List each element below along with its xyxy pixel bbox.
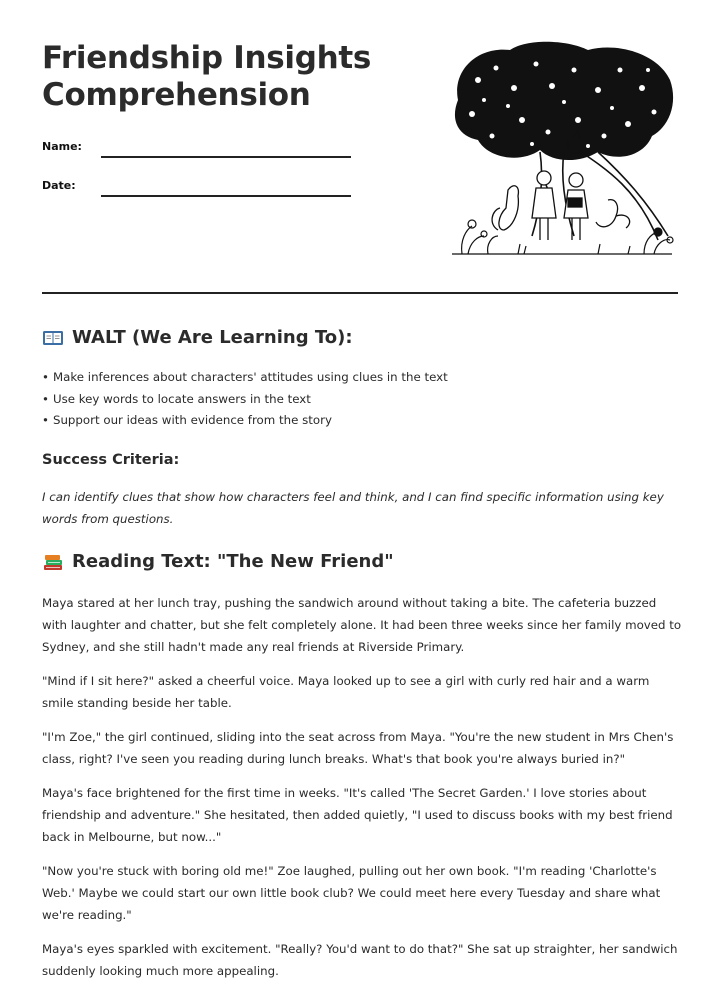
tree-with-children-and-animals-illustration bbox=[448, 40, 676, 256]
walt-list bbox=[42, 367, 448, 432]
story-paragraph: "Mind if I sit here?" asked a cheerful voice. Maya looked up to see a girl with curly red hair and a warm smile standing beside her table. bbox=[42, 674, 650, 710]
reading-text bbox=[42, 592, 682, 994]
open-book-icon bbox=[42, 329, 64, 347]
title-line-1: Friendship Insights bbox=[42, 40, 372, 76]
walt-item: • Use key words to locate answers in the text bbox=[42, 391, 311, 406]
children-figures bbox=[532, 171, 588, 240]
name-field[interactable] bbox=[101, 156, 351, 158]
story-paragraph: "Now you're stuck with boring old me!" Zoe laughed, pulling out her own book. "I'm reading 'Charlotte's Web.' Maybe we could start our own little book club? We could meet here every Tuesday and share what we're reading." bbox=[42, 864, 661, 922]
success-criteria-heading: Success Criteria: bbox=[42, 452, 180, 468]
story-paragraph: "I'm Zoe," the girl continued, sliding into the seat across from Maya. "You're the new student in Mrs Chen's class, right? I've seen you reading during lunch breaks. What's that book you're always buried in?" bbox=[42, 730, 674, 766]
date-field[interactable] bbox=[101, 195, 351, 197]
title-line-2: Comprehension bbox=[42, 77, 311, 113]
walt-item: • Support our ideas with evidence from the story bbox=[42, 413, 332, 427]
walt-item: • Make inferences about characters' attitudes using clues in the text bbox=[42, 370, 448, 384]
tree-canopy bbox=[455, 42, 673, 160]
walt-heading bbox=[42, 327, 353, 349]
section-divider bbox=[42, 292, 678, 294]
reading-heading bbox=[42, 551, 394, 573]
success-criteria-text: I can identify clues that show how characters feel and think, and I can find specific information using key words from questions. bbox=[42, 490, 664, 526]
ground-foliage bbox=[452, 220, 673, 254]
reading-heading-text: Reading Text: "The New Friend" bbox=[72, 551, 394, 572]
story-paragraph: Maya stared at her lunch tray, pushing the sandwich around without taking a bite. The cafeteria buzzed with laughter and chatter, but she felt completely alone. It had been three weeks since her family moved to Sydney, and she still hadn't made any real friends at Riverside Primary. bbox=[42, 596, 682, 654]
date-label: Date: bbox=[42, 179, 76, 192]
stacked-books-icon bbox=[42, 553, 64, 571]
story-paragraph: Maya's face brightened for the first time in weeks. "It's called 'The Secret Garden.' I love stories about friendship and adventure." She hesitated, then added quietly, "I used to discuss books with my best friend back in Melbourne, but now..." bbox=[42, 786, 673, 844]
page-title bbox=[42, 40, 371, 114]
story-paragraph: Maya's eyes sparkled with excitement. "Really? You'd want to do that?" She sat up straighter, her sandwich suddenly looking much more appealing. bbox=[42, 942, 678, 978]
walt-heading-text: WALT (We Are Learning To): bbox=[72, 327, 353, 348]
name-label: Name: bbox=[42, 140, 82, 153]
